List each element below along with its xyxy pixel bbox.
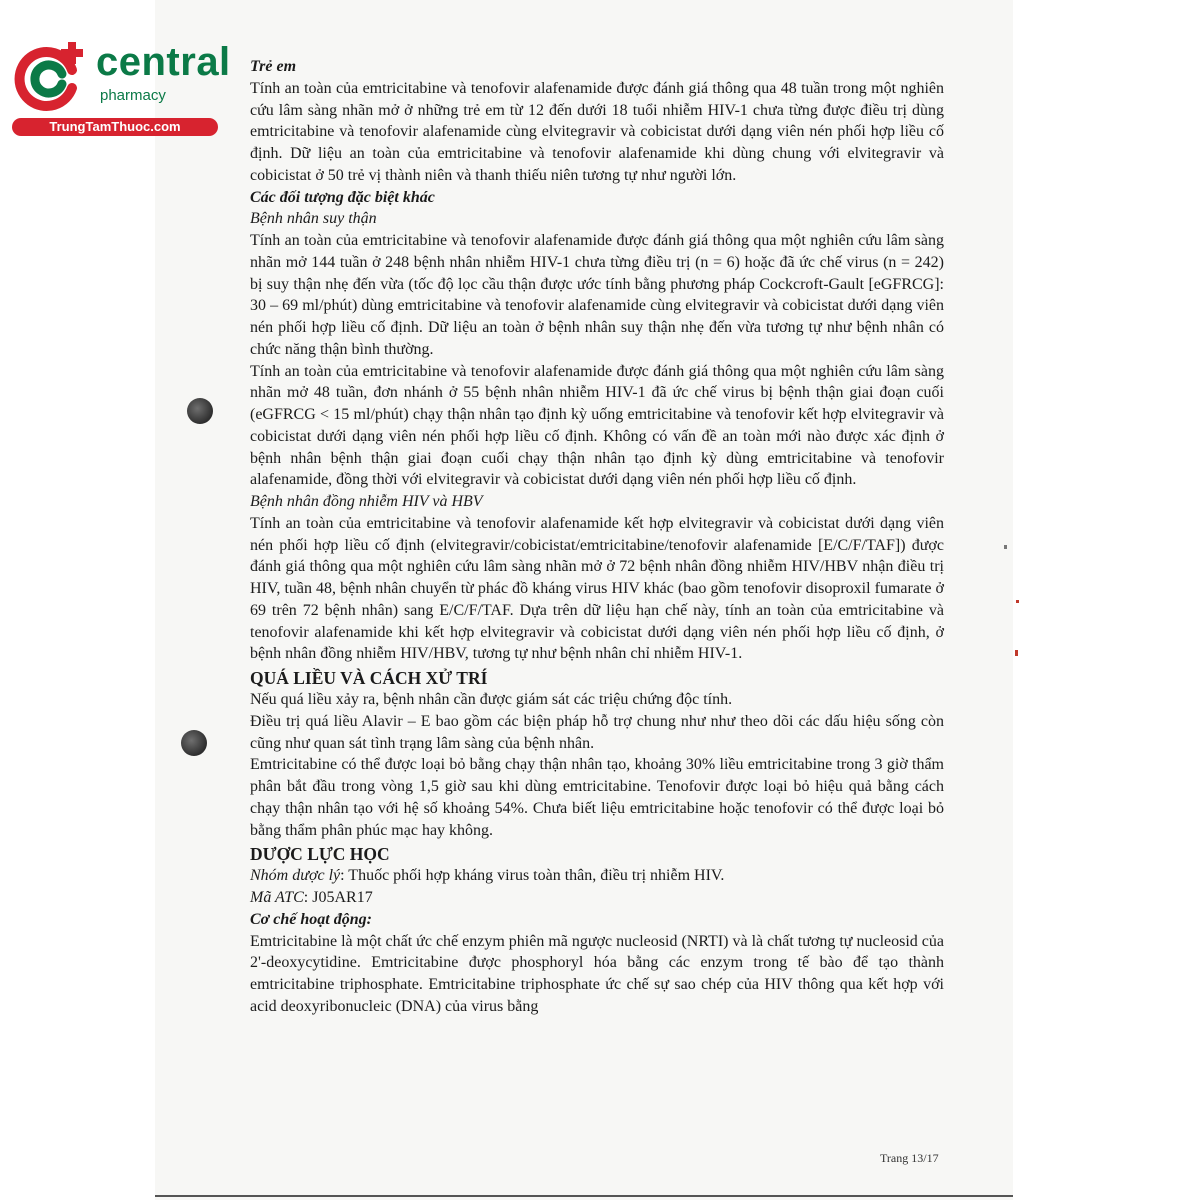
central-pharmacy-logo	[10, 38, 231, 138]
heading-tre-em: Trẻ em	[250, 58, 297, 75]
heading-duoc-luc-hoc: DƯỢC LỰC HỌC	[250, 844, 390, 865]
punch-hole-top	[187, 398, 213, 424]
paragraph-suy-than-1: Tính an toàn của emtricitabine và tenofovir alafenamide được đánh giá thông qua một nghiên cứu lâm sàng nhãn mở 144 tuần ở 248 bệnh nhân nhiễm HIV-1 chưa từng điều trị (n = 6) hoặc đã ức chế virus (n = 242) bị suy thận nhẹ đến vừa (tốc độ lọc cầu thận được ước tính bằng phương pháp Cockcroft-Gault [eGFRCG]: 30 – 69 ml/phút) dùng emtricitabine và tenofovir alafenamide cùng elvitegravir và cobicistat dưới dạng viên nén phối hợp liều cố định. Dữ liệu an toàn ở bệnh nhân suy thận nhẹ đến vừa tương tự như bệnh nhân có chức năng thận bình thường.	[250, 232, 944, 358]
heading-co-che: Cơ chế hoạt động:	[250, 910, 372, 928]
red-mark	[1015, 650, 1018, 656]
heading-dong-nhiem: Bệnh nhân đồng nhiễm HIV và HBV	[250, 493, 483, 510]
heading-qua-lieu: QUÁ LIỀU VÀ CÁCH XỬ TRÍ	[250, 668, 488, 688]
punch-hole-bottom	[181, 730, 207, 756]
paragraph-co-che: Emtricitabine là một chất ức chế enzym phiên mã ngược nucleosid (NRTI) và là chất tương tự nucleosid của 2'-deoxycytidine. Emtricitabine được phosphoryl hóa bằng các enzym trong tế bào để tạo thành emtricitabine triphosphate. Emtricitabine triphosphate ức chế sự sao chép của HIV thông qua kết hợp với acid deoxyribonucleic (DNA) của virus bằng	[250, 932, 944, 1015]
line-nhom-duoc-ly	[250, 865, 944, 887]
paragraph-qua-lieu-3: Emtricitabine có thể được loại bỏ bằng chạy thận nhân tạo, khoảng 30% liều emtricitabine trong 3 giờ thẩm phân bắt đầu trong vòng 1,5 giờ sau khi dùng emtricitabine. Tenofovir được loại bỏ hiệu quả bằng cách chạy thận nhân tạo với hệ số khoảng 54%. Chưa biết liệu emtricitabine hoặc tenofovir có thể được loại bỏ bằng thẩm phân phúc mạc hay không.	[250, 756, 944, 839]
paragraph-qua-lieu-2: Điều trị quá liều Alavir – E bao gồm các biện pháp hỗ trợ chung như như theo dõi các dấu hiệu sống còn cũng như quan sát tình trạng lâm sàng của bệnh nhân.	[250, 712, 944, 752]
red-mark	[1016, 600, 1019, 603]
brand-name: central	[96, 40, 231, 84]
paragraph-tre-em: Tính an toàn của emtricitabine và tenofovir alafenamide được đánh giá thông qua 48 tuần trong một nghiên cứu lâm sàng nhãn mở ở những trẻ em từ 12 đến dưới 18 tuổi nhiễm HIV-1 chưa từng được điều trị dùng emtricitabine và tenofovir alafenamide cùng elvitegravir và cobicistat dưới dạng viên nén phối hợp liều cố định. Dữ liệu an toàn của emtricitabine và tenofovir alafenamide khi dùng chung với elvitegravir và cobicistat ở 50 trẻ vị thành niên và thanh thiếu niên tương tự như người lớn.	[250, 79, 944, 184]
pharmacy-logo-icon	[12, 40, 88, 116]
heading-suy-than: Bệnh nhân suy thận	[250, 210, 377, 228]
heading-doi-tuong-dac-biet: Các đối tượng đặc biệt khác	[250, 188, 435, 206]
paragraph-suy-than-2: Tính an toàn của emtricitabine và tenofovir alafenamide được đánh giá thông qua một nghiên cứu lâm sàng nhãn mở 48 tuần, đơn nhánh ở 55 bệnh nhân nhiễm HIV-1 đã ức chế virus bị bệnh thận giai đoạn cuối (eGFRCG < 15 ml/phút) chạy thận nhân tạo định kỳ uống emtricitabine và tenofovir kết hợp elvitegravir và cobicistat dưới dạng viên nén phối hợp liều cố định. Không có vấn đề an toàn mới nào được xác định ở bệnh nhân bệnh thận giai đoạn cuối chạy thận nhân tạo định kỳ dùng emtricitabine và tenofovir alafenamide, đồng thời với elvitegravir và cobicistat dưới dạng viên nén phối hợp liều cố định.	[250, 362, 944, 489]
paragraph-dong-nhiem: Tính an toàn của emtricitabine và tenofovir alafenamide kết hợp elvitegravir và cobicistat dưới dạng viên nén phối hợp liều cố định (elvitegravir/cobicistat/emtricitabine/tenofovir alafenamide [E/C/F/TAF]) được đánh giá thông qua một nghiên cứu lâm sàng nhãn mở ở 72 bệnh nhân đồng nhiễm HIV/HBV nhận điều trị HIV, tuần 48, bệnh nhân chuyển từ phác đồ kháng virus HIV khác (bao gồm tenofovir disoproxil fumarate ở 69 trên 72 bệnh nhân) sang E/C/F/TAF. Dựa trên dữ liệu hạn chế này, tính an toàn của emtricitabine và tenofovir alafenamide khi kết hợp elvitegravir và cobicistat dưới dạng viên nén phối hợp liều cố định, ở bệnh nhân đồng nhiễm HIV/HBV, tương tự như bệnh nhân chỉ nhiễm HIV-1.	[250, 514, 944, 663]
page-margin	[1013, 0, 1200, 1200]
label-nhom-duoc-ly: Nhóm dược lý	[250, 867, 341, 885]
page-number: Trang 13/17	[880, 1151, 939, 1165]
value-nhom-duoc-ly: : Thuốc phối hợp kháng virus toàn thân, điều trị nhiễm HIV.	[340, 867, 725, 885]
brand-subtitle: pharmacy	[100, 87, 166, 104]
label-ma-atc: Mã ATC	[250, 889, 304, 906]
paragraph-qua-lieu-1: Nếu quá liều xảy ra, bệnh nhân cần được giám sát các triệu chứng độc tính.	[250, 691, 733, 708]
page-bottom-edge	[155, 1195, 1013, 1197]
line-ma-atc	[250, 887, 944, 909]
value-ma-atc: : J05AR17	[303, 889, 373, 906]
brand-website: TrungTamThuoc.com	[12, 118, 218, 136]
red-mark	[1004, 545, 1007, 549]
document-body	[250, 56, 944, 1018]
